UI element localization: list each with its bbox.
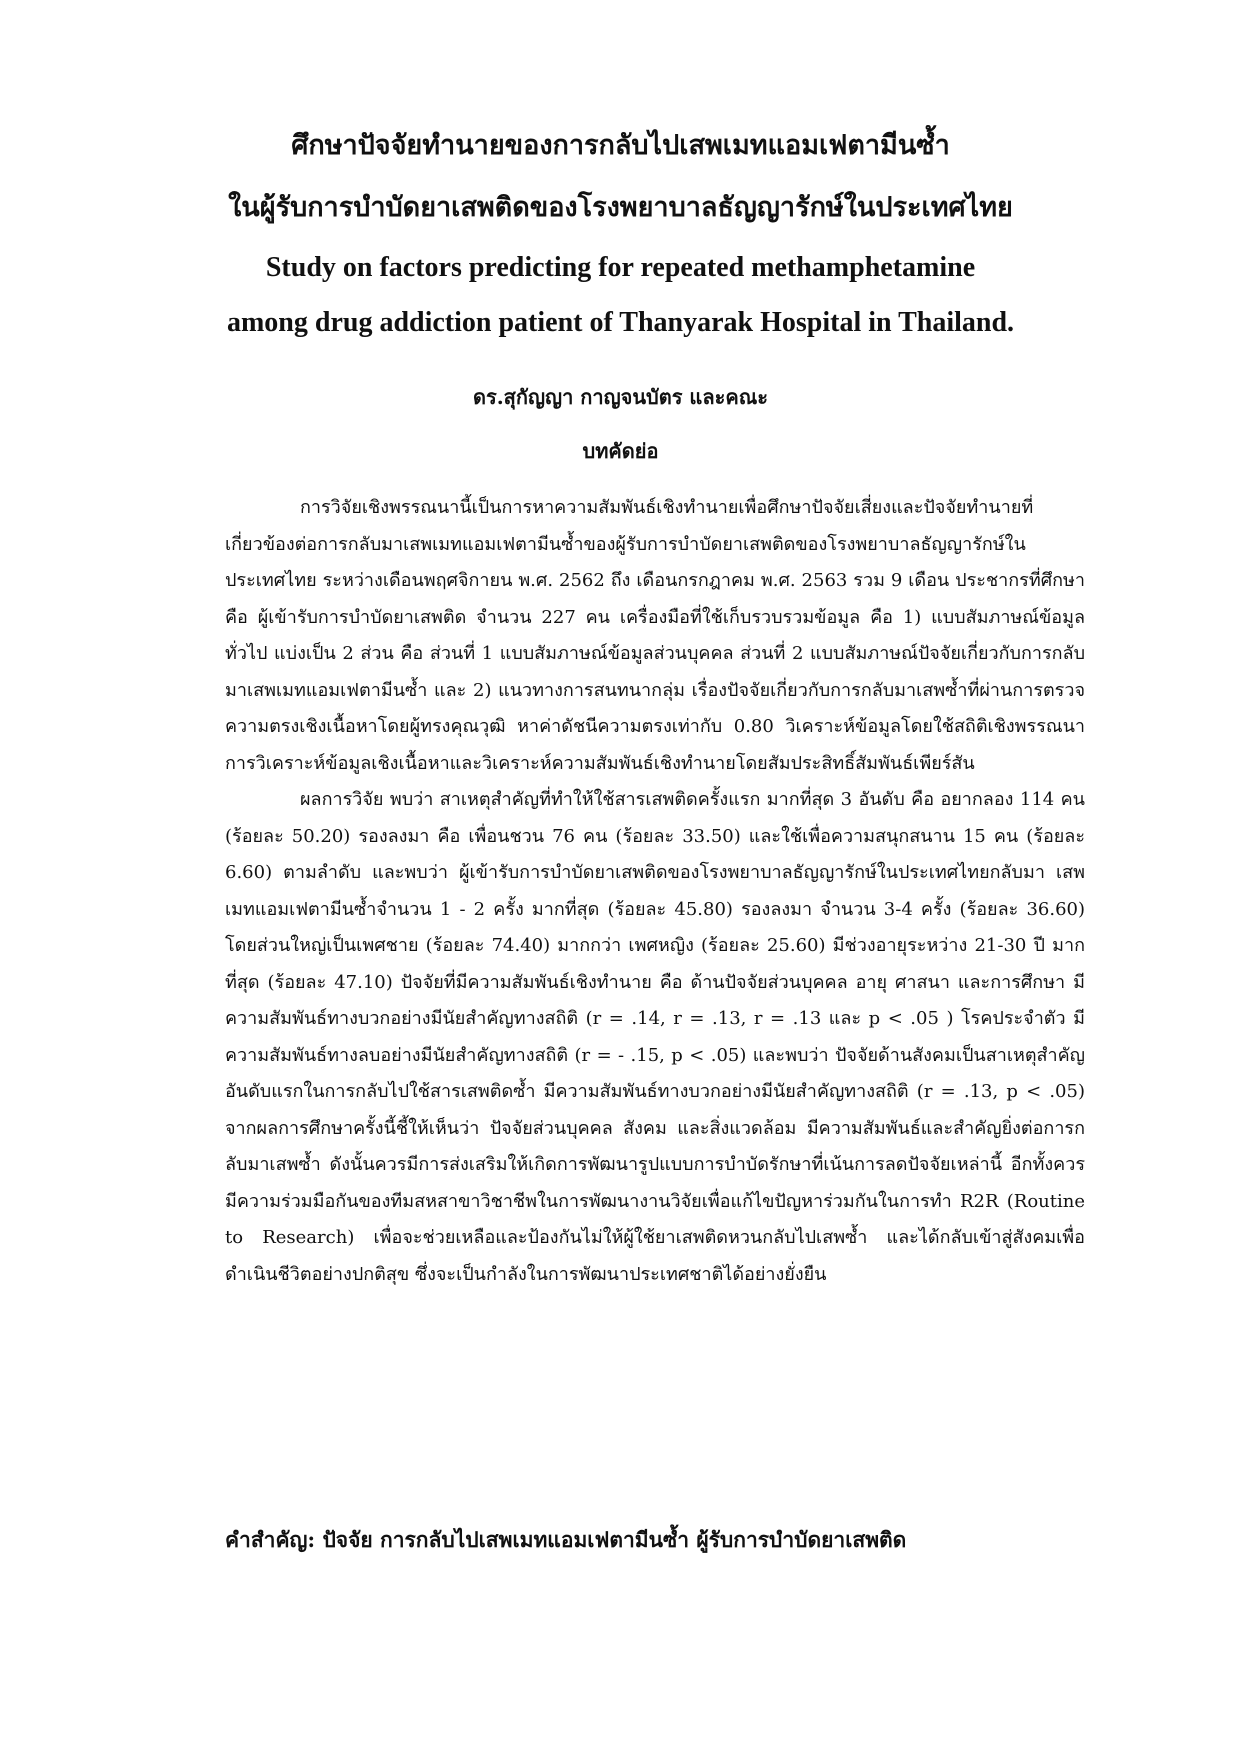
title-english-line-2: among drug addiction patient of Thanyarak Hospital in Thailand. xyxy=(226,307,1015,338)
title-thai-line-1: ศึกษาปัจจัยทำนายของการกลับไปเสพเมทแอมเฟตามีนซ้ำ xyxy=(291,130,950,161)
author-line: ดร.สุกัญญา กาญจนบัตร และคณะ xyxy=(472,385,768,409)
title-english-line-1: Study on factors predicting for repeated methamphetamine xyxy=(265,252,976,283)
title-thai-line-2: ในผู้รับการบำบัดยาเสพติดของโรงพยาบาลธัญญารักษ์ในประเทศไทย xyxy=(228,192,1013,223)
abstract-heading: บทคัดย่อ xyxy=(582,439,659,463)
abstract-body xyxy=(225,490,1085,1293)
abstract-paragraph-2: ผลการวิจัย พบว่า สาเหตุสำคัญที่ทำให้ใช้สารเสพติดครั้งแรก มากที่สุด 3 อันดับ คือ อยากลอง 114 คน (ร้อยละ 50.20) รองลงมา คือ เพื่อนชวน 76 คน (ร้อยละ 33.50) และใช้เพื่อความสนุกสนาน 15 คน (ร้อยละ 6.60) ตามลำดับ และพบว่า ผู้เข้ารับการบำบัดยาเสพติดของโรงพยาบาลธัญญารักษ์ในประเทศไทยกลับมา เสพเมทแอมเฟตามีนซ้ำจำนวน 1 - 2 ครั้ง มากที่สุด (ร้อยละ 45.80) รองลงมา จำนวน 3-4 ครั้ง (ร้อยละ 36.60) โดยส่วนใหญ่เป็นเพศชาย (ร้อยละ 74.40) มากกว่า เพศหญิง (ร้อยละ 25.60) มีช่วงอายุระหว่าง 21-30 ปี มากที่สุด (ร้อยละ 47.10) ปัจจัยที่มีความสัมพันธ์เชิงทำนาย คือ ด้านปัจจัยส่วนบุคคล อายุ ศาสนา และการศึกษา มีความสัมพันธ์ทางบวกอย่างมีนัยสำคัญทางสถิติ (r = .14, r = .13, r = .13 และ p < .05 ) โรคประจำตัว มีความสัมพันธ์ทางลบอย่างมีนัยสำคัญทางสถิติ (r = - .15, p < .05) และพบว่า ปัจจัยด้านสังคมเป็นสาเหตุสำคัญอันดับแรกในการกลับไปใช้สารเสพติดซ้ำ มีความสัมพันธ์ทางบวกอย่างมีนัยสำคัญทางสถิติ (r = .13, p < .05) จากผลการศึกษาครั้งนี้ชี้ให้เห็นว่า ปัจจัยส่วนบุคคล สังคม และสิ่งแวดล้อม มีความสัมพันธ์และสำคัญยิ่งต่อการกลับมาเสพซ้ำ ดังนั้นควรมีการส่งเสริมให้เกิดการพัฒนารูปแบบการบำบัดรักษาที่เน้นการลดปัจจัยเหล่านี้ อีกทั้งควรมีความร่วมมือกันของทีมสหสาขาวิชาชีพในการพัฒนางานวิจัยเพื่อแก้ไขปัญหาร่วมกันในการทำ R2R (Routine to Research) เพื่อจะช่วยเหลือและป้องกันไม่ให้ผู้ใช้ยาเสพติดหวนกลับไปเสพซ้ำ และได้กลับเข้าสู่สังคมเพื่อดำเนินชีวิตอย่างปกติสุข ซึ่งจะเป็นกำลังในการพัฒนาประเทศชาติได้อย่างยั่งยืน xyxy=(225,789,1085,1285)
keywords-line: คำสำคัญ: ปัจจัย การกลับไปเสพเมทแอมเฟตามีนซ้ำ ผู้รับการบำบัดยาเสพติด xyxy=(225,1527,907,1552)
abstract-paragraph-1: การวิจัยเชิงพรรณนานี้เป็นการหาความสัมพันธ์เชิงทำนายเพื่อศึกษาปัจจัยเสี่ยงและปัจจัยทำนายที่เกี่ยวข้องต่อการกลับมาเสพเมทแอมเฟตามีนซ้ำของผู้รับการบำบัดยาเสพติดของโรงพยาบาลธัญญารักษ์ในประเทศไทย ระหว่างเดือนพฤศจิกายน พ.ศ. 2562 ถึง เดือนกรกฎาคม พ.ศ. 2563 รวม 9 เดือน ประชากรที่ศึกษาคือ ผู้เข้ารับการบำบัดยาเสพติด จำนวน 227 คน เครื่องมือที่ใช้เก็บรวบรวมข้อมูล คือ 1) แบบสัมภาษณ์ข้อมูลทั่วไป แบ่งเป็น 2 ส่วน คือ ส่วนที่ 1 แบบสัมภาษณ์ข้อมูลส่วนบุคคล ส่วนที่ 2 แบบสัมภาษณ์ปัจจัยเกี่ยวกับการกลับมาเสพเมทแอมเฟตามีนซ้ำ และ 2) แนวทางการสนทนากลุ่ม เรื่องปัจจัยเกี่ยวกับการกลับมาเสพซ้ำที่ผ่านการตรวจความตรงเชิงเนื้อหาโดยผู้ทรงคุณวุฒิ หาค่าดัชนีความตรงเท่ากับ 0.80 วิเคราะห์ข้อมูลโดยใช้สถิติเชิงพรรณนา การวิเคราะห์ข้อมูลเชิงเนื้อหาและวิเคราะห์ความสัมพันธ์เชิงทำนายโดยสัมประสิทธิ์สัมพันธ์เพียร์สัน xyxy=(225,497,1085,774)
